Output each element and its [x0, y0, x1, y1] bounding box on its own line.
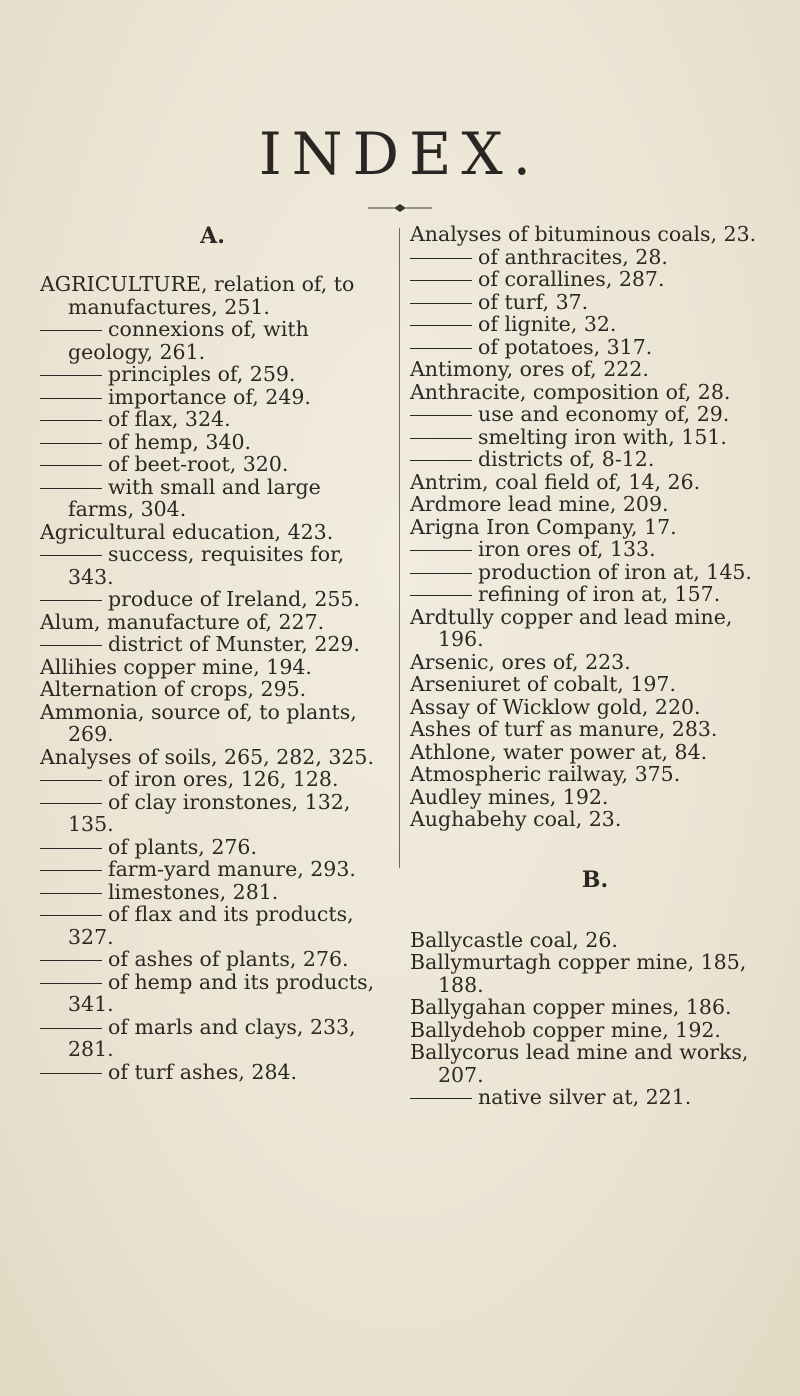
- ditto-dash: [410, 348, 472, 349]
- index-subentry: [40, 768, 385, 791]
- left-column: [40, 223, 385, 1083]
- entry-text: use and economy of, 29.: [478, 402, 730, 426]
- entry-text: Ballycastle coal, 26.: [410, 927, 618, 952]
- index-subentry: [40, 543, 385, 588]
- entry-text: of potatoes, 317.: [478, 334, 653, 359]
- entry-text: with small and large farms, 304.: [68, 474, 321, 521]
- ditto-dash: [410, 415, 472, 416]
- index-entry: [40, 656, 385, 679]
- index-entry: [40, 521, 385, 544]
- entry-text: of hemp and its products, 341.: [68, 969, 375, 1016]
- index-entry: [410, 763, 780, 786]
- entry-text: of beet-root, 320.: [108, 452, 289, 476]
- index-subentry: [410, 246, 780, 269]
- ditto-dash: [40, 915, 102, 916]
- ditto-dash: [40, 600, 102, 601]
- entry-text: of lignite, 32.: [478, 312, 617, 336]
- index-entry: [410, 996, 780, 1019]
- ditto-dash: [40, 1073, 102, 1074]
- ditto-dash: [410, 438, 472, 439]
- index-entry: [410, 381, 780, 404]
- entry-text: Ashes of turf as manure, 283.: [410, 717, 718, 741]
- right-entry-list-b: [410, 929, 780, 1109]
- index-subentry: [40, 408, 385, 431]
- entry-text: Arseniuret of cobalt, 197.: [410, 672, 676, 696]
- entry-text: Analyses of soils, 265, 282, 325.: [40, 744, 374, 769]
- index-entry: [410, 929, 780, 952]
- index-subentry: [410, 291, 780, 314]
- title-ornament: [368, 203, 432, 213]
- index-entry: [40, 611, 385, 634]
- index-subentry: [40, 431, 385, 454]
- index-subentry: [40, 791, 385, 836]
- index-subentry: [40, 363, 385, 386]
- entry-text: Athlone, water power at, 84.: [410, 739, 708, 764]
- index-subentry: [410, 268, 780, 291]
- index-entry: [40, 273, 385, 318]
- index-subentry: [410, 426, 780, 449]
- entry-text: farm-yard manure, 293.: [108, 857, 356, 881]
- ditto-dash: [410, 1098, 472, 1099]
- ditto-dash: [40, 960, 102, 961]
- ditto-dash: [40, 375, 102, 376]
- entry-text: of clay ironstones, 132, 135.: [68, 789, 351, 836]
- index-subentry: [410, 538, 780, 561]
- index-entry: [410, 741, 780, 764]
- entry-text: refining of iron at, 157.: [478, 582, 721, 606]
- entry-text: Alum, manufacture of, 227.: [40, 609, 325, 634]
- entry-text: Arigna Iron Company, 17.: [410, 514, 677, 539]
- index-subentry: [410, 583, 780, 606]
- ditto-dash: [40, 420, 102, 421]
- ditto-dash: [410, 258, 472, 259]
- ditto-dash: [40, 780, 102, 781]
- index-subentry: [40, 1061, 385, 1084]
- ditto-dash: [410, 573, 472, 574]
- entry-text: connexions of, with geology, 261.: [68, 317, 309, 364]
- index-subentry: [410, 403, 780, 426]
- ditto-dash: [40, 488, 102, 489]
- index-entry: [410, 1019, 780, 1042]
- index-subentry: [410, 1086, 780, 1109]
- index-subentry: [40, 858, 385, 881]
- index-entry: [410, 1041, 780, 1086]
- entry-text: Assay of Wicklow gold, 220.: [410, 694, 701, 719]
- index-entry: [40, 678, 385, 701]
- ditto-dash: [40, 398, 102, 399]
- section-heading-b: B.: [581, 866, 609, 893]
- entry-text: limestones, 281.: [108, 879, 279, 904]
- index-entry: [410, 516, 780, 539]
- ditto-dash: [40, 870, 102, 871]
- entry-text: Ardmore lead mine, 209.: [410, 492, 669, 516]
- right-entry-list-a: [410, 223, 780, 831]
- index-entry: [410, 471, 780, 494]
- entry-text: Arsenic, ores of, 223.: [410, 649, 631, 674]
- ditto-dash: [40, 555, 102, 556]
- index-entry: [410, 493, 780, 516]
- ditto-dash: [40, 330, 102, 331]
- entry-text: of plants, 276.: [108, 834, 257, 859]
- index-subentry: [410, 336, 780, 359]
- entry-text: Ballygahan copper mines, 186.: [410, 995, 732, 1019]
- index-subentry: [40, 971, 385, 1016]
- entry-text: districts of, 8-12.: [478, 447, 655, 471]
- ditto-dash: [410, 595, 472, 596]
- entry-text: of marls and clays, 233, 281.: [68, 1014, 356, 1061]
- section-heading-a: A.: [200, 223, 225, 249]
- entry-text: Ballydehob copper mine, 192.: [410, 1017, 721, 1042]
- ditto-dash: [40, 893, 102, 894]
- ditto-dash: [40, 645, 102, 646]
- page-title: INDEX.: [258, 120, 542, 188]
- index-subentry: [40, 1016, 385, 1061]
- index-entry: [410, 673, 780, 696]
- entry-text: native silver at, 221.: [478, 1085, 692, 1109]
- entry-text: Audley mines, 192.: [410, 784, 609, 809]
- entry-text: Anthracite, composition of, 28.: [410, 379, 731, 404]
- entry-text: of iron ores, 126, 128.: [108, 767, 339, 791]
- index-subentry: [410, 313, 780, 336]
- entry-text: of ashes of plants, 276.: [108, 947, 349, 971]
- entry-text: AGRICULTURE, relation of, to manufactures, 251.: [40, 272, 355, 319]
- entry-text: Antimony, ores of, 222.: [410, 357, 649, 381]
- entry-text: Allihies copper mine, 194.: [40, 654, 312, 679]
- index-entry: [410, 358, 780, 381]
- entry-text: Ardtully copper and lead mine, 196.: [410, 604, 733, 651]
- entry-text: Agricultural education, 423.: [40, 519, 334, 544]
- index-subentry: [40, 318, 385, 363]
- entry-text: Ballycorus lead mine and works, 207.: [410, 1040, 749, 1087]
- entry-text: produce of Ireland, 255.: [108, 587, 360, 611]
- index-entry: [410, 223, 780, 246]
- ditto-dash: [40, 983, 102, 984]
- index-entry: [410, 696, 780, 719]
- index-entry: [410, 951, 780, 996]
- ditto-dash: [410, 325, 472, 326]
- entry-text: of turf ashes, 284.: [108, 1059, 298, 1084]
- column-divider: [399, 228, 400, 868]
- entry-text: success, requisites for, 343.: [68, 542, 345, 589]
- index-entry: [40, 701, 385, 746]
- index-entry: [40, 746, 385, 769]
- ditto-dash: [410, 550, 472, 551]
- index-entry: [410, 606, 780, 651]
- entry-text: of turf, 37.: [478, 289, 589, 314]
- index-subentry: [40, 386, 385, 409]
- entry-text: of flax and its products, 327.: [68, 902, 354, 949]
- index-subentry: [410, 561, 780, 584]
- ditto-dash: [40, 443, 102, 444]
- index-subentry: [40, 633, 385, 656]
- entry-text: Ballymurtagh copper mine, 185, 188.: [410, 950, 747, 997]
- entry-text: principles of, 259.: [108, 362, 296, 386]
- entry-text: Atmospheric railway, 375.: [410, 762, 681, 786]
- entry-text: smelting iron with, 151.: [478, 424, 727, 449]
- entry-text: of corallines, 287.: [478, 267, 665, 291]
- index-subentry: [40, 588, 385, 611]
- entry-text: Antrim, coal field of, 14, 26.: [410, 469, 701, 494]
- index-subentry: [40, 476, 385, 521]
- index-subentry: [40, 881, 385, 904]
- entry-text: production of iron at, 145.: [478, 559, 752, 584]
- entry-text: Analyses of bituminous coals, 23.: [410, 222, 757, 246]
- ditto-dash: [40, 848, 102, 849]
- entry-text: importance of, 249.: [108, 384, 311, 409]
- index-entry: [410, 808, 780, 831]
- entry-text: Ammonia, source of, to plants, 269.: [40, 699, 357, 746]
- entry-text: Aughabehy coal, 23.: [410, 807, 622, 831]
- entry-text: iron ores of, 133.: [478, 537, 656, 561]
- entry-text: district of Munster, 229.: [108, 632, 360, 656]
- index-subentry: [40, 453, 385, 476]
- right-column: [410, 223, 780, 1109]
- left-entry-list: [40, 273, 385, 1083]
- index-subentry: [40, 903, 385, 948]
- entry-text: of flax, 324.: [108, 407, 231, 431]
- entry-text: Alternation of crops, 295.: [40, 677, 307, 701]
- ditto-dash: [410, 460, 472, 461]
- entry-text: of hemp, 340.: [108, 429, 252, 454]
- ditto-dash: [40, 465, 102, 466]
- ditto-dash: [410, 303, 472, 304]
- entry-text: of anthracites, 28.: [478, 244, 668, 269]
- ditto-dash: [410, 280, 472, 281]
- index-subentry: [40, 836, 385, 859]
- index-subentry: [410, 448, 780, 471]
- ditto-dash: [40, 1028, 102, 1029]
- index-subentry: [40, 948, 385, 971]
- index-entry: [410, 651, 780, 674]
- index-entry: [410, 718, 780, 741]
- ditto-dash: [40, 803, 102, 804]
- index-entry: [410, 786, 780, 809]
